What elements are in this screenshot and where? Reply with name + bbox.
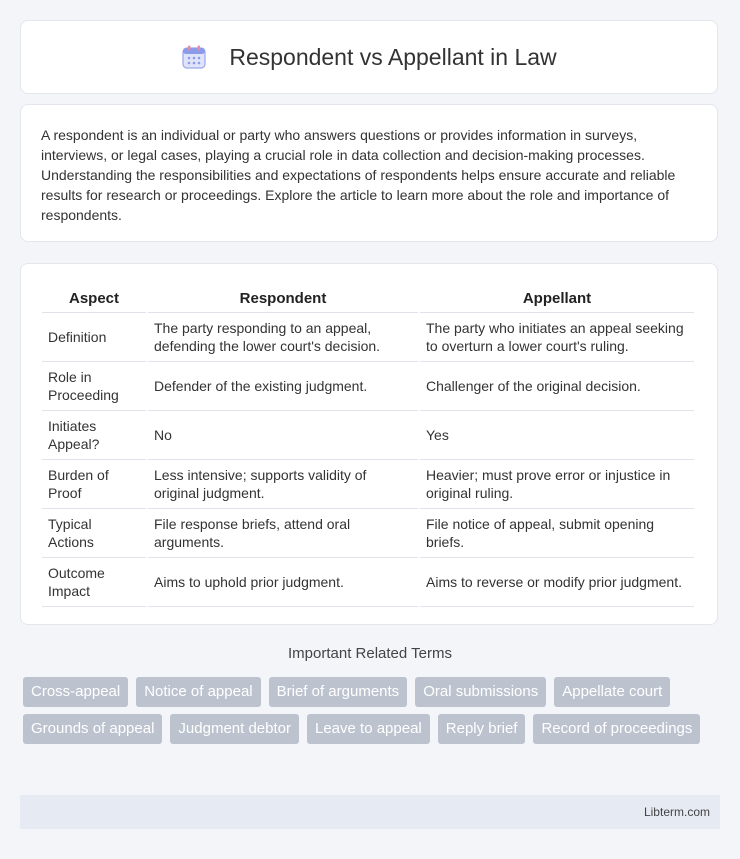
table-row — [42, 558, 694, 607]
related-term-tag[interactable]: Notice of appeal — [136, 677, 260, 707]
table-row — [42, 460, 694, 509]
respondent-cell: File response briefs, attend oral arguments. — [148, 509, 418, 558]
footer — [20, 795, 720, 829]
appellant-cell: Challenger of the original decision. — [420, 362, 694, 411]
respondent-cell: Aims to uphold prior judgment. — [148, 558, 418, 607]
related-term-tag[interactable]: Appellate court — [554, 677, 670, 707]
appellant-cell: File notice of appeal, submit opening briefs. — [420, 509, 694, 558]
aspect-cell: Outcome Impact — [42, 558, 146, 607]
appellant-cell: Aims to reverse or modify prior judgment. — [420, 558, 694, 607]
comparison-table — [40, 284, 696, 607]
appellant-cell: Yes — [420, 411, 694, 460]
comparison-card — [20, 263, 718, 625]
page-title: Respondent vs Appellant in Law — [229, 43, 557, 70]
related-term-tag[interactable]: Judgment debtor — [170, 714, 299, 744]
related-term-tag[interactable]: Reply brief — [438, 714, 526, 744]
respondent-cell: Defender of the existing judgment. — [148, 362, 418, 411]
appellant-cell: Heavier; must prove error or injustice in original ruling. — [420, 460, 694, 509]
related-term-tag[interactable]: Cross-appeal — [23, 677, 128, 707]
respondent-cell: No — [148, 411, 418, 460]
aspect-cell: Burden of Proof — [42, 460, 146, 509]
related-term-tag[interactable]: Brief of arguments — [269, 677, 408, 707]
aspect-cell: Typical Actions — [42, 509, 146, 558]
table-row — [42, 509, 694, 558]
table-row — [42, 362, 694, 411]
table-row — [42, 313, 694, 362]
related-term-tag[interactable]: Grounds of appeal — [23, 714, 162, 744]
related-terms-title: Important Related Terms — [288, 645, 452, 662]
intro-card — [20, 104, 718, 242]
related-terms-list — [23, 677, 723, 751]
aspect-cell: Definition — [42, 313, 146, 362]
aspect-cell: Initiates Appeal? — [42, 411, 146, 460]
table-header-row — [42, 284, 694, 313]
related-term-tag[interactable]: Leave to appeal — [307, 714, 430, 744]
table-row — [42, 411, 694, 460]
header-respondent: Respondent — [148, 284, 418, 313]
related-term-tag[interactable]: Record of proceedings — [533, 714, 700, 744]
calendar-icon — [181, 44, 207, 70]
aspect-cell: Role in Proceeding — [42, 362, 146, 411]
related-term-tag[interactable]: Oral submissions — [415, 677, 546, 707]
respondent-cell: The party responding to an appeal, defending the lower court's decision. — [148, 313, 418, 362]
appellant-cell: The party who initiates an appeal seeking to overturn a lower court's ruling. — [420, 313, 694, 362]
header-card — [20, 20, 718, 94]
header-appellant: Appellant — [420, 284, 694, 313]
header-aspect: Aspect — [42, 284, 146, 313]
footer-site-link[interactable]: Libterm.com — [643, 805, 710, 819]
respondent-cell: Less intensive; supports validity of original judgment. — [148, 460, 418, 509]
intro-text: A respondent is an individual or party who answers questions or provides information in surveys, interviews, or legal cases, playing a crucial role in data collection and decision-making processes. Understanding the responsibilities and expectations of respondents helps ensure accurate and reliable results for research or proceedings. Explore the article to learn more about the role and importance of respondents. — [41, 127, 676, 223]
